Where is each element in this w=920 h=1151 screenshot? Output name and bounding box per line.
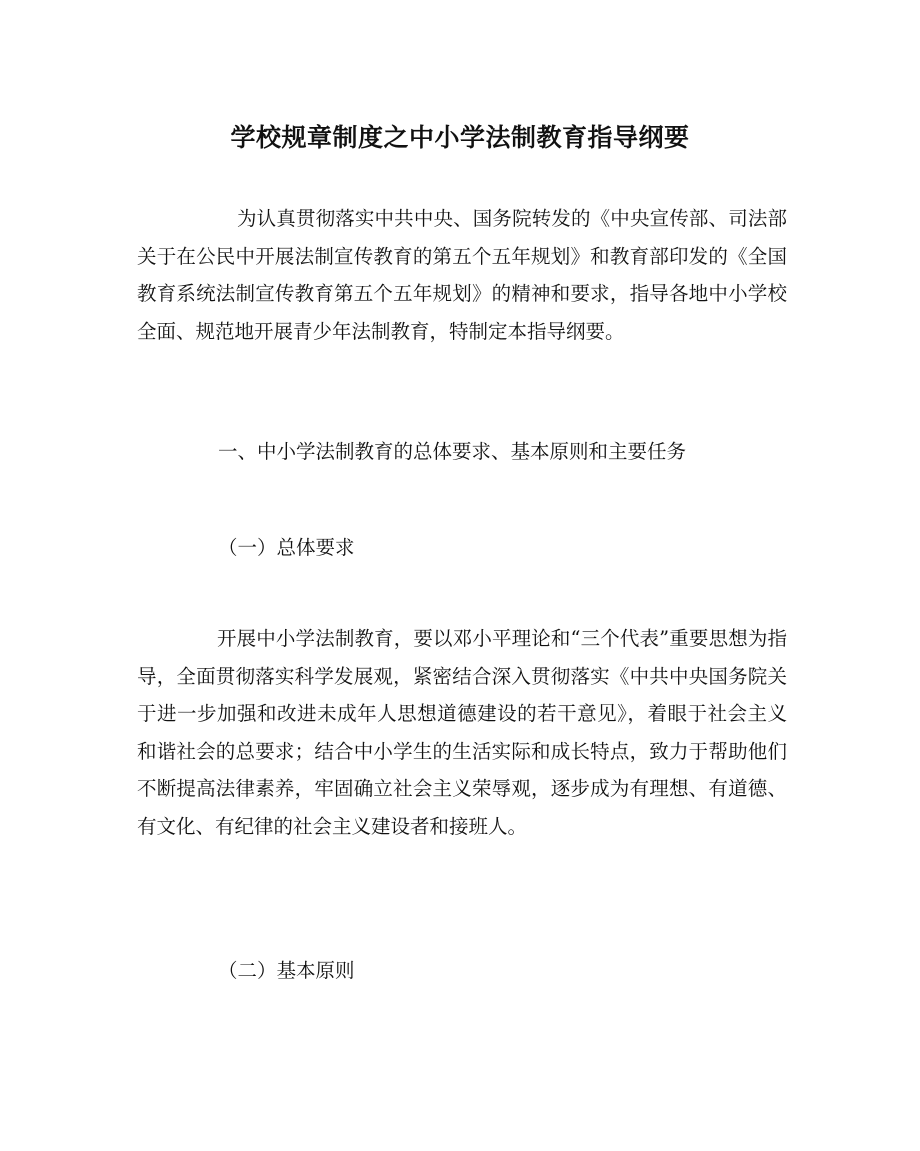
document-title: 学校规章制度之中小学法制教育指导纲要 xyxy=(230,123,690,152)
subsection-1-paragraph: 开展中小学法制教育，要以邓小平理论和“三个代表”重要思想为指导，全面贯彻落实科学发展观，紧密结合深入贯彻落实《中共中央国务院关于进一步加强和改进未成年人思想道德建设的若干意见》，着眼于社会主义和谐社会的总要求；结合中小学生的生活实际和成长特点，致力于帮助他们不断提高法律素养，牢固确立社会主义荣辱观，逐步成为有理想、有道德、有文化、有纪律的社会主义建设者和接班人。 xyxy=(137,627,787,838)
intro-paragraph: 为认真贯彻落实中共中央、国务院转发的《中央宣传部、司法部关于在公民中开展法制宣传教育的第五个五年规划》和教育部印发的《全国教育系统法制宣传教育第五个五年规划》的精神和要求，指导各地中小学校全面、规范地开展青少年法制教育，特制定本指导纲要。 xyxy=(137,207,787,343)
subsection-heading-1: （一）总体要求 xyxy=(218,536,355,559)
subsection-heading-2: （二）基本原则 xyxy=(218,959,355,982)
section-heading-1: 一、中小学法制教育的总体要求、基本原则和主要任务 xyxy=(218,440,687,463)
